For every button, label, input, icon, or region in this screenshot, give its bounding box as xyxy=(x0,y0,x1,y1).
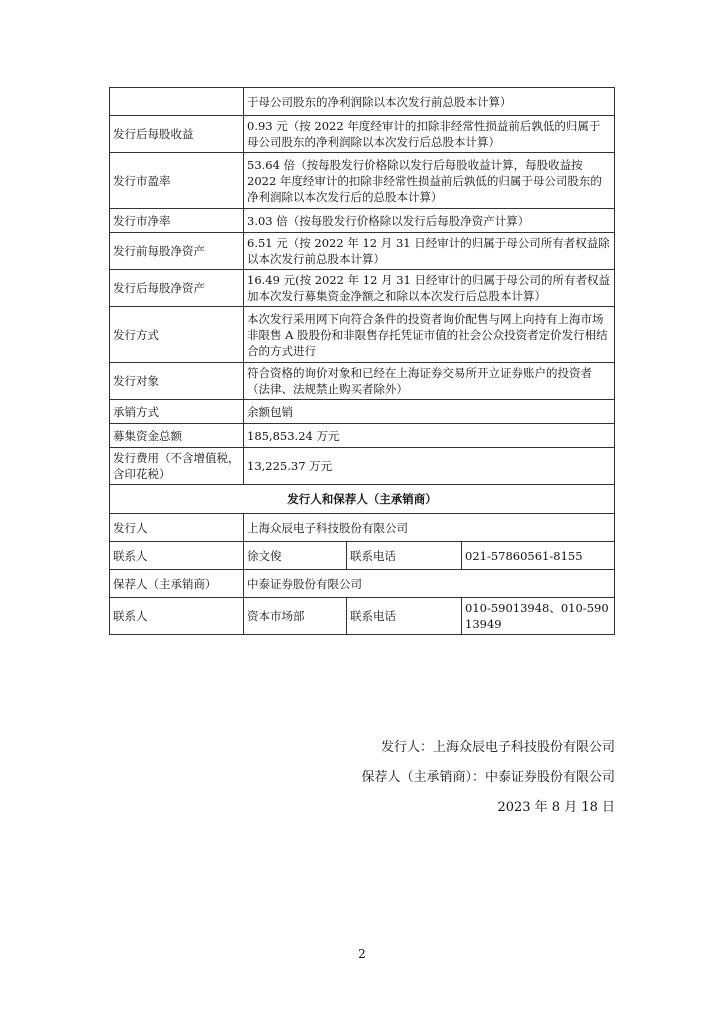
table-row xyxy=(110,570,615,598)
row-value: 余额包销 xyxy=(244,400,615,424)
row-value: 53.64 倍（按每股发行价格除以发行后每股收益计算，每股收益按 2022 年度经审计的扣除非经常性损益前后孰低的归属于母公司股东的净利润除以本次发行后的总股本计算） xyxy=(244,153,615,209)
table-row xyxy=(110,363,615,400)
table-row xyxy=(110,270,615,307)
phone-value: 021-57860561-8155 xyxy=(462,542,615,570)
row-label: 发行方式 xyxy=(110,307,244,363)
contact-name: 徐文俊 xyxy=(244,542,347,570)
table-row xyxy=(110,153,615,209)
row-value: 185,853.24 万元 xyxy=(244,424,615,448)
table-row xyxy=(110,116,615,153)
table-row xyxy=(110,400,615,424)
section-header-row xyxy=(110,485,615,514)
sponsor-value: 中泰证券股份有限公司 xyxy=(244,570,615,598)
row-label: 发行市净率 xyxy=(110,209,244,233)
table-row xyxy=(110,209,615,233)
table-row xyxy=(110,514,615,542)
table-row xyxy=(110,448,615,485)
row-value: 16.49 元(按 2022 年 12 月 31 日经审计的归属于母公司的所有者权益加本次发行募集资金净额之和除以本次发行后总股本计算） xyxy=(244,270,615,307)
row-label: 发行前每股净资产 xyxy=(110,233,244,270)
row-label: 发行后每股收益 xyxy=(110,116,244,153)
row-value: 6.51 元（按 2022 年 12 月 31 日经审计的归属于母公司所有者权益除以本次发行前总股本计算） xyxy=(244,233,615,270)
sponsor-label: 保荐人（主承销商） xyxy=(110,570,244,598)
phone-label: 联系电话 xyxy=(347,542,462,570)
table-row xyxy=(110,424,615,448)
row-label: 发行后每股净资产 xyxy=(110,270,244,307)
row-value: 0.93 元（按 2022 年度经审计的扣除非经常性损益前后孰低的归属于母公司股东的净利润除以本次发行后总股本计算） xyxy=(244,116,615,153)
table-row xyxy=(110,542,615,570)
row-label: 发行费用（不含增值税，含印花税） xyxy=(110,448,244,485)
row-label: 发行对象 xyxy=(110,363,244,400)
contact-label: 联系人 xyxy=(110,542,244,570)
table-row xyxy=(110,307,615,363)
row-label: 发行市盈率 xyxy=(110,153,244,209)
row-value: 符合资格的询价对象和已经在上海证券交易所开立证券账户的投资者（法律、法规禁止购买者除外） xyxy=(244,363,615,400)
issuer-value: 上海众辰电子科技股份有限公司 xyxy=(244,514,615,542)
row-value: 于母公司股东的净利润除以本次发行前总股本计算） xyxy=(244,88,615,116)
table-row xyxy=(110,88,615,116)
row-label xyxy=(110,88,244,116)
signature-block xyxy=(361,733,615,823)
row-label: 募集资金总额 xyxy=(110,424,244,448)
footer-issuer: 发行人：上海众辰电子科技股份有限公司 xyxy=(380,740,615,755)
row-value: 本次发行采用网下向符合条件的投资者询价配售与网上向持有上海市场非限售 A 股股份和非限售存托凭证市值的社会公众投资者定价发行相结合的方式进行 xyxy=(244,307,615,363)
page-number: 2 xyxy=(358,947,366,961)
row-value: 13,225.37 万元 xyxy=(244,448,615,485)
contact-label: 联系人 xyxy=(110,598,244,635)
contact-name: 资本市场部 xyxy=(244,598,347,635)
footer-sponsor: 保荐人（主承销商）：中泰证券股份有限公司 xyxy=(361,770,615,785)
footer-date: 2023 年 8 月 18 日 xyxy=(497,800,615,815)
row-value: 3.03 倍（按每股发行价格除以发行后每股净资产计算） xyxy=(244,209,615,233)
phone-label: 联系电话 xyxy=(347,598,462,635)
phone-value: 010-59013948、010-59013949 xyxy=(462,598,615,635)
table-row xyxy=(110,233,615,270)
section-title: 发行人和保荐人（主承销商） xyxy=(110,485,615,514)
row-label: 承销方式 xyxy=(110,400,244,424)
issuance-info-table xyxy=(109,87,615,635)
table-row xyxy=(110,598,615,635)
issuer-label: 发行人 xyxy=(110,514,244,542)
